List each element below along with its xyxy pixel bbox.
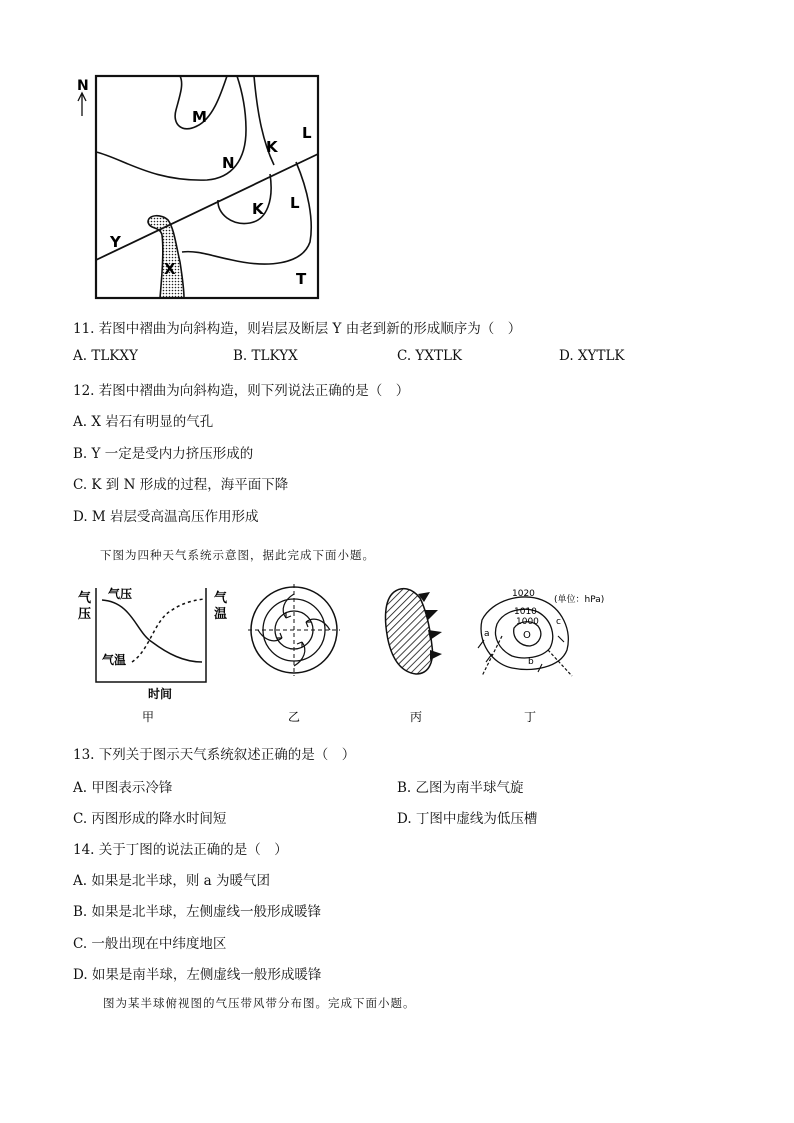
intro-pressure: 图为某半球俯视图的气压带风带分布图。完成下面小题。 — [103, 996, 416, 1010]
label-m: M — [192, 108, 207, 126]
label-k-lower: K — [252, 200, 264, 218]
diagram-ding — [478, 589, 604, 724]
q11-option-d[interactable]: D. XYTLK — [559, 348, 625, 364]
caption-bing: 丙 — [410, 710, 423, 724]
q11-option-c[interactable]: C. YXTLK — [397, 348, 463, 364]
north-label: N — [77, 78, 89, 94]
q13-option-b[interactable]: B. 乙图为南半球气旋 — [397, 780, 524, 796]
intro-weather: 下图为四种天气系统示意图，据此完成下面小题。 — [100, 548, 375, 562]
svg-text:温: 温 — [214, 607, 228, 622]
label-t: T — [296, 270, 307, 288]
q12-option-d[interactable]: D. M 岩层受高温高压作用形成 — [73, 509, 259, 525]
caption-jia: 甲 — [142, 710, 155, 724]
svg-text:c: c — [556, 617, 561, 627]
svg-text:1020: 1020 — [512, 589, 535, 599]
svg-text:气: 气 — [78, 591, 92, 606]
label-l-upper: L — [302, 124, 312, 142]
fault-line-y — [96, 154, 318, 260]
label-k-upper: K — [266, 138, 278, 156]
label-l-lower: L — [290, 194, 300, 212]
q11-option-b[interactable]: B. TLKYX — [233, 348, 298, 364]
q14-option-d[interactable]: D. 如果是南半球，左侧虚线一般形成暖锋 — [73, 967, 322, 983]
q12-option-b[interactable]: B. Y 一定是受内力挤压形成的 — [73, 446, 254, 462]
intrusion-x — [148, 216, 184, 298]
diagram-yi — [248, 584, 340, 724]
caption-ding: 丁 — [524, 710, 537, 724]
q11-option-a[interactable]: A. TLKXY — [73, 348, 138, 364]
svg-text:(单位：hPa): (单位：hPa) — [554, 595, 605, 605]
diagram-bing — [386, 589, 442, 724]
q13-option-a[interactable]: A. 甲图表示冷锋 — [73, 780, 173, 796]
fold-map — [72, 70, 322, 302]
diagram-jia — [78, 586, 228, 724]
caption-yi: 乙 — [288, 710, 301, 724]
label-n: N — [222, 154, 235, 172]
question-12: 12. 若图中褶曲为向斜构造，则下列说法正确的是（ ） — [73, 383, 410, 399]
q13-option-d[interactable]: D. 丁图中虚线为低压槽 — [397, 811, 538, 827]
weather-diagrams — [72, 580, 612, 728]
q13-option-c[interactable]: C. 丙图形成的降水时间短 — [73, 811, 227, 827]
map-frame — [96, 76, 318, 298]
q14-option-b[interactable]: B. 如果是北半球，左侧虚线一般形成暖锋 — [73, 904, 322, 920]
q14-option-a[interactable]: A. 如果是北半球，则 a 为暖气团 — [73, 873, 270, 889]
question-14: 14. 关于丁图的说法正确的是（ ） — [73, 842, 288, 858]
svg-text:1000: 1000 — [516, 617, 539, 627]
svg-text:气: 气 — [214, 591, 228, 606]
svg-text:气压: 气压 — [108, 587, 133, 601]
svg-text:b: b — [528, 657, 534, 667]
q14-option-c[interactable]: C. 一般出现在中纬度地区 — [73, 936, 227, 952]
svg-text:时间: 时间 — [148, 687, 173, 701]
contour-l-lower — [182, 162, 311, 264]
svg-text:1010: 1010 — [514, 607, 537, 617]
svg-text:气温: 气温 — [102, 653, 127, 667]
q12-option-a[interactable]: A. X 岩石有明显的气孔 — [73, 414, 214, 430]
q12-option-c[interactable]: C. K 到 N 形成的过程，海平面下降 — [73, 477, 289, 493]
question-11: 11. 若图中褶曲为向斜构造，则岩层及断层 Y 由老到新的形成顺序为（ ） — [73, 321, 522, 337]
label-x: X — [164, 260, 176, 278]
question-13: 13. 下列关于图示天气系统叙述正确的是（ ） — [73, 747, 356, 763]
label-y: Y — [110, 233, 121, 251]
svg-text:压: 压 — [78, 607, 92, 622]
svg-text:O: O — [523, 630, 531, 641]
svg-text:a: a — [484, 629, 490, 639]
